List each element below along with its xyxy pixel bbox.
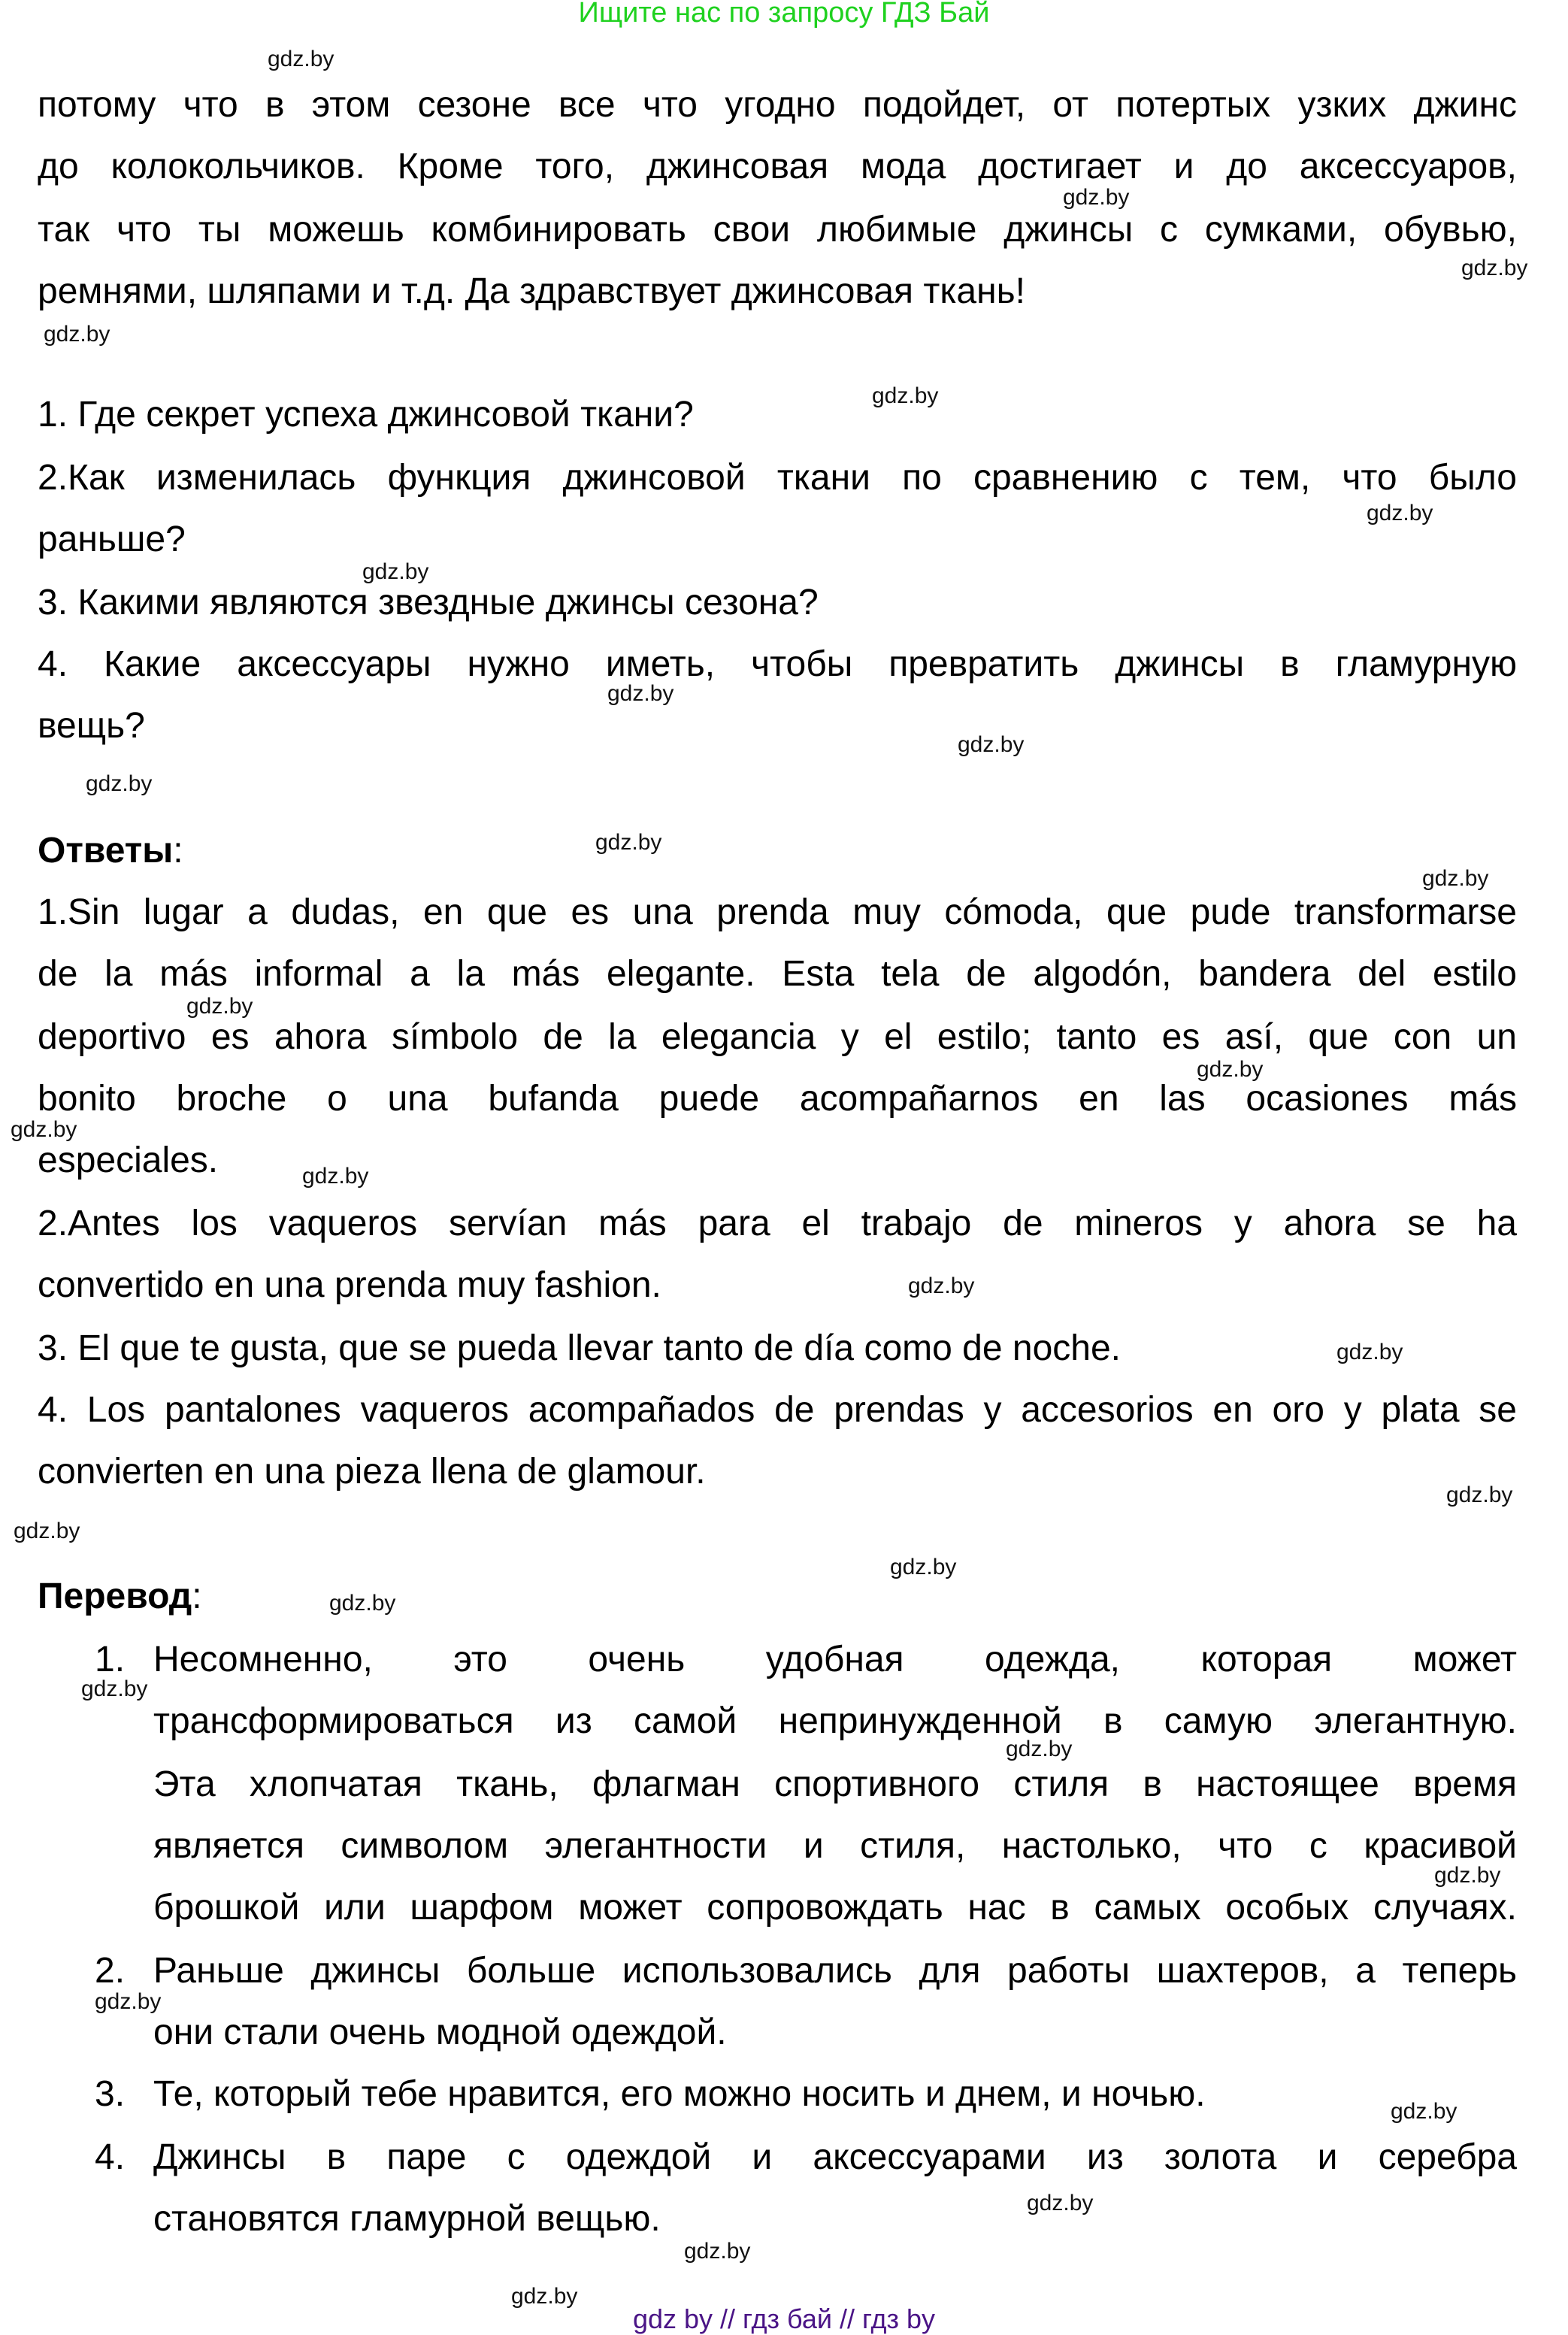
answer-line: 1.Sin lugar a dudas, en que es una prenda muy cómoda, que pude transformarse (38, 892, 1517, 932)
answer-line: 2.Antes los vaqueros servían más para el trabajo de mineros y ahora se ha (38, 1204, 1517, 1243)
gdz-watermark: gdz.by (44, 322, 110, 347)
translation-line: Несомненно, это очень удобная одежда, которая может (153, 1640, 1517, 1679)
translation-line: является символом элегантности и стиля, настолько, что с красивой (153, 1826, 1517, 1866)
gdz-watermark: gdz.by (872, 383, 939, 408)
footer-watermark: gdz by // гдз бай // гдз by (632, 2303, 936, 2334)
gdz-watermark: gdz.by (607, 681, 674, 706)
heading-colon: : (192, 1576, 202, 1616)
answer-line: especiales. (38, 1140, 219, 1180)
translation-line: Те, который тебе нравится, его можно носить и днем, и ночью. (153, 2074, 1206, 2114)
gdz-watermark: gdz.by (329, 1591, 396, 1616)
translation-line: Джинсы в паре с одеждой и аксессуарами из золота и серебра (153, 2137, 1517, 2177)
gdz-watermark: gdz.by (186, 994, 253, 1019)
heading-colon: : (173, 831, 183, 871)
gdz-watermark: gdz.by (14, 1519, 80, 1543)
answer-line: 3. El que te gusta, que se pueda llevar tanto de día como de noche. (38, 1328, 1122, 1368)
answer-line: convierten en una pieza llena de glamour. (38, 1452, 706, 1492)
question-line: 2.Как изменилась функция джинсовой ткани по сравнению с тем, что было (38, 458, 1517, 498)
intro-line: ремнями, шляпами и т.д. Да здравствует джинсовая ткань! (38, 271, 1025, 311)
gdz-watermark: gdz.by (268, 47, 334, 71)
gdz-watermark: gdz.by (1461, 256, 1528, 280)
gdz-watermark: gdz.by (595, 830, 662, 855)
gdz-watermark: gdz.by (1422, 866, 1489, 891)
question-line: 4. Какие аксессуары нужно иметь, чтобы превратить джинсы в гламурную (38, 644, 1517, 684)
gdz-watermark: gdz.by (1434, 1863, 1501, 1888)
translation-number: 3. (95, 2074, 126, 2114)
translation-line: они стали очень модной одеждой. (153, 2012, 727, 2052)
gdz-watermark: gdz.by (890, 1555, 957, 1579)
translation-line: Раньше джинсы больше использовались для работы шахтеров, а теперь (153, 1951, 1517, 1991)
gdz-watermark: gdz.by (1336, 1340, 1403, 1364)
answers-heading (38, 828, 183, 874)
gdz-watermark: gdz.by (511, 2284, 578, 2309)
gdz-watermark: gdz.by (1027, 2191, 1094, 2215)
gdz-watermark: gdz.by (958, 732, 1025, 757)
gdz-watermark: gdz.by (684, 2239, 751, 2264)
translation-line: брошкой или шарфом может сопровождать нас в самых особых случаях. (153, 1888, 1517, 1928)
intro-line: до колокольчиков. Кроме того, джинсовая мода достигает и до аксессуаров, (38, 147, 1517, 186)
gdz-watermark: gdz.by (1391, 2099, 1458, 2124)
question-line: 1. Где секрет успеха джинсовой ткани? (38, 395, 694, 435)
question-line: 3. Какими являются звездные джинсы сезона? (38, 583, 819, 622)
answers-heading-label: Ответы (38, 831, 174, 871)
gdz-watermark: gdz.by (86, 771, 153, 796)
translation-line: трансформироваться из самой непринужденной в самую элегантную. (153, 1701, 1517, 1741)
answer-line: deportivo es ahora símbolo de la elegancia y el estilo; tanto es así, que con un (38, 1017, 1517, 1057)
translation-line: Эта хлопчатая ткань, флагман спортивного стиля в настоящее время (153, 1764, 1517, 1804)
translation-heading (38, 1574, 202, 1619)
search-banner: Ищите нас по запросу ГДЗ Бай (578, 0, 990, 29)
gdz-watermark: gdz.by (81, 1676, 148, 1701)
gdz-watermark: gdz.by (302, 1164, 369, 1189)
answer-line: convertido en una prenda muy fashion. (38, 1265, 661, 1305)
answer-line: bonito broche o una bufanda puede acompañarnos en las ocasiones más (38, 1079, 1517, 1119)
gdz-watermark: gdz.by (362, 559, 429, 584)
translation-number: 4. (95, 2137, 126, 2177)
translation-number: 1. (95, 1640, 126, 1679)
translation-heading-label: Перевод (38, 1576, 192, 1616)
intro-line: потому что в этом сезоне все что угодно подойдет, от потертых узких джинс (38, 85, 1517, 125)
gdz-watermark: gdz.by (1197, 1057, 1264, 1082)
question-line: раньше? (38, 519, 186, 559)
gdz-watermark: gdz.by (1367, 501, 1433, 525)
gdz-watermark: gdz.by (1006, 1737, 1073, 1761)
gdz-watermark: gdz.by (95, 1989, 162, 2014)
answer-line: 4. Los pantalones vaqueros acompañados de prendas y accesorios en oro y plata se (38, 1390, 1517, 1430)
translation-line: становятся гламурной вещью. (153, 2199, 661, 2239)
gdz-watermark: gdz.by (1063, 185, 1130, 210)
question-line: вещь? (38, 706, 145, 746)
translation-number: 2. (95, 1951, 126, 1991)
answer-line: de la más informal a la más elegante. Esta tela de algodón, bandera del estilo (38, 954, 1517, 994)
gdz-watermark: gdz.by (908, 1273, 975, 1298)
intro-line: так что ты можешь комбинировать свои любимые джинсы с сумками, обувью, (38, 210, 1517, 250)
gdz-watermark: gdz.by (1446, 1482, 1513, 1507)
gdz-watermark: gdz.by (11, 1117, 77, 1142)
